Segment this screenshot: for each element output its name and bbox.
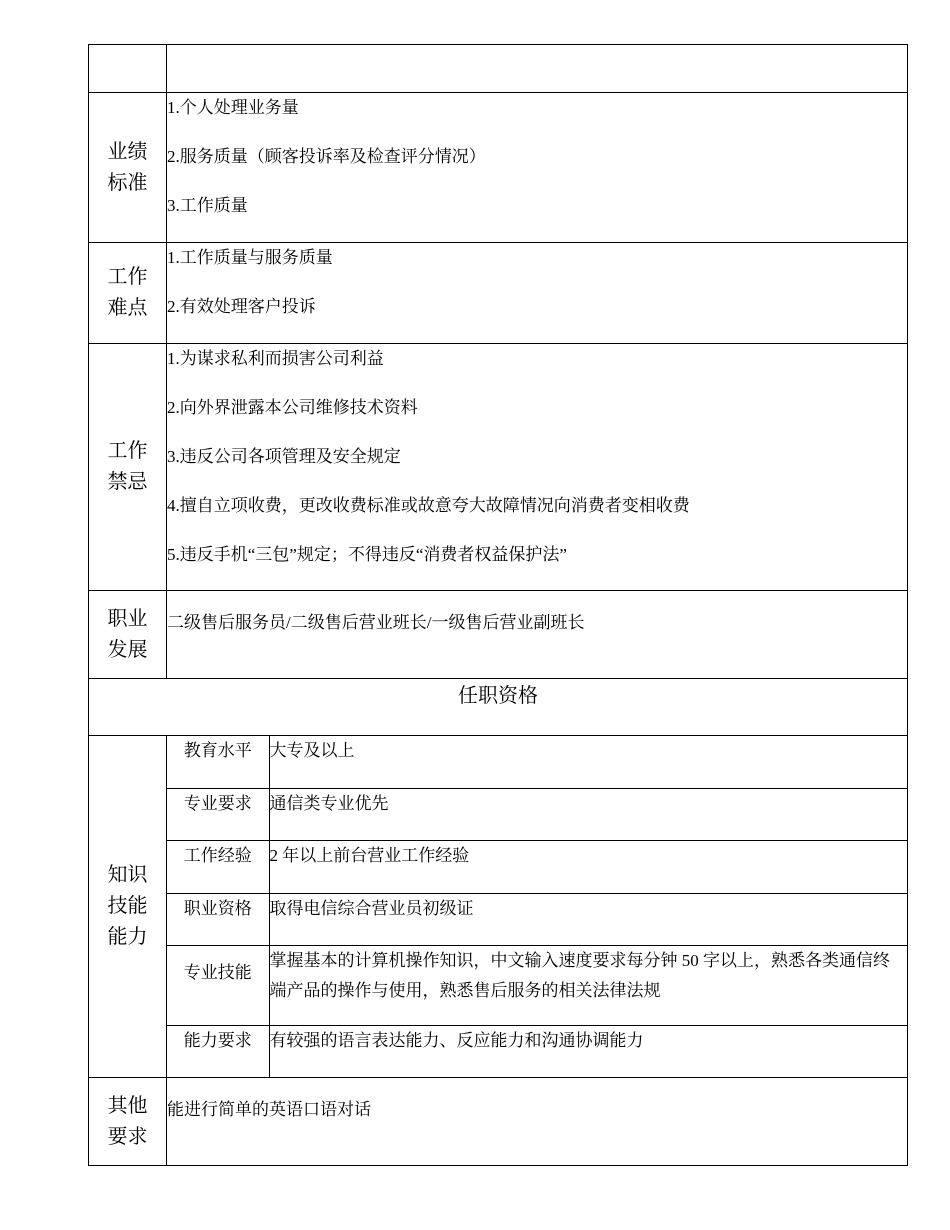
- prohibitions-row: [89, 344, 908, 591]
- knowledge-value: 大专及以上: [269, 736, 907, 788]
- qualification-heading: 任职资格: [89, 679, 908, 736]
- prohibitions-item: 2.向外界泄露本公司维修技术资料: [167, 398, 418, 417]
- knowledge-value: 掌握基本的计算机操作知识，中文输入速度要求每分钟 50 字以上，熟悉各类通信终端产品的操作与使用，熟悉售后服务的相关法律法规: [269, 945, 907, 1025]
- other-content: [167, 1078, 908, 1166]
- knowledge-key: 专业要求: [167, 788, 269, 840]
- other-requirement: 能进行简单的英语口语对话: [167, 1100, 371, 1119]
- blank-label-cell: [89, 45, 167, 93]
- knowledge-item: [167, 736, 907, 788]
- knowledge-value: 有较强的语言表达能力、反应能力和沟通协调能力: [269, 1025, 907, 1077]
- other-label: 其他要求: [89, 1078, 167, 1166]
- performance-item: 3.工作质量: [167, 196, 248, 215]
- performance-row: [89, 93, 908, 243]
- knowledge-item: [167, 893, 907, 945]
- knowledge-item: [167, 840, 907, 893]
- other-row: [89, 1078, 908, 1166]
- prohibitions-item: 3.违反公司各项管理及安全规定: [167, 447, 401, 466]
- qualification-heading-row: [89, 679, 908, 736]
- knowledge-value: 2 年以上前台营业工作经验: [269, 840, 907, 893]
- knowledge-label: 知识技能能力: [89, 736, 167, 1078]
- knowledge-key: 专业技能: [167, 945, 269, 1025]
- knowledge-item: [167, 788, 907, 840]
- performance-item: 2.服务质量（顾客投诉率及检查评分情况）: [167, 147, 486, 166]
- difficulties-label: 工作难点: [89, 243, 167, 344]
- performance-content: [167, 93, 908, 243]
- prohibitions-item: 5.违反手机“三包”规定；不得违反“消费者权益保护法”: [167, 545, 567, 564]
- knowledge-key: 能力要求: [167, 1025, 269, 1077]
- knowledge-row: [89, 736, 908, 1078]
- prohibitions-label: 工作禁忌: [89, 344, 167, 591]
- career-row: [89, 591, 908, 679]
- difficulties-item: 1.工作质量与服务质量: [167, 248, 333, 267]
- difficulties-content: [167, 243, 908, 344]
- knowledge-value: 通信类专业优先: [269, 788, 907, 840]
- job-description-table: [88, 44, 908, 1166]
- blank-row: [89, 45, 908, 93]
- difficulties-item: 2.有效处理客户投诉: [167, 297, 316, 316]
- difficulties-row: [89, 243, 908, 344]
- blank-content-cell: [167, 45, 908, 93]
- prohibitions-item: 1.为谋求私利而损害公司利益: [167, 349, 384, 368]
- knowledge-item: [167, 1025, 907, 1077]
- knowledge-key: 教育水平: [167, 736, 269, 788]
- career-path: 二级售后服务员/二级售后营业班长/一级售后营业副班长: [167, 613, 585, 632]
- prohibitions-content: [167, 344, 908, 591]
- knowledge-item: [167, 945, 907, 1025]
- knowledge-content: [167, 736, 908, 1078]
- knowledge-value: 取得电信综合营业员初级证: [269, 893, 907, 945]
- career-label: 职业发展: [89, 591, 167, 679]
- prohibitions-item: 4.擅自立项收费，更改收费标准或故意夸大故障情况向消费者变相收费: [167, 496, 690, 515]
- knowledge-subtable: [167, 736, 907, 1077]
- performance-label: 业绩标准: [89, 93, 167, 243]
- career-content: [167, 591, 908, 679]
- performance-item: 1.个人处理业务量: [167, 98, 299, 117]
- knowledge-key: 工作经验: [167, 840, 269, 893]
- knowledge-key: 职业资格: [167, 893, 269, 945]
